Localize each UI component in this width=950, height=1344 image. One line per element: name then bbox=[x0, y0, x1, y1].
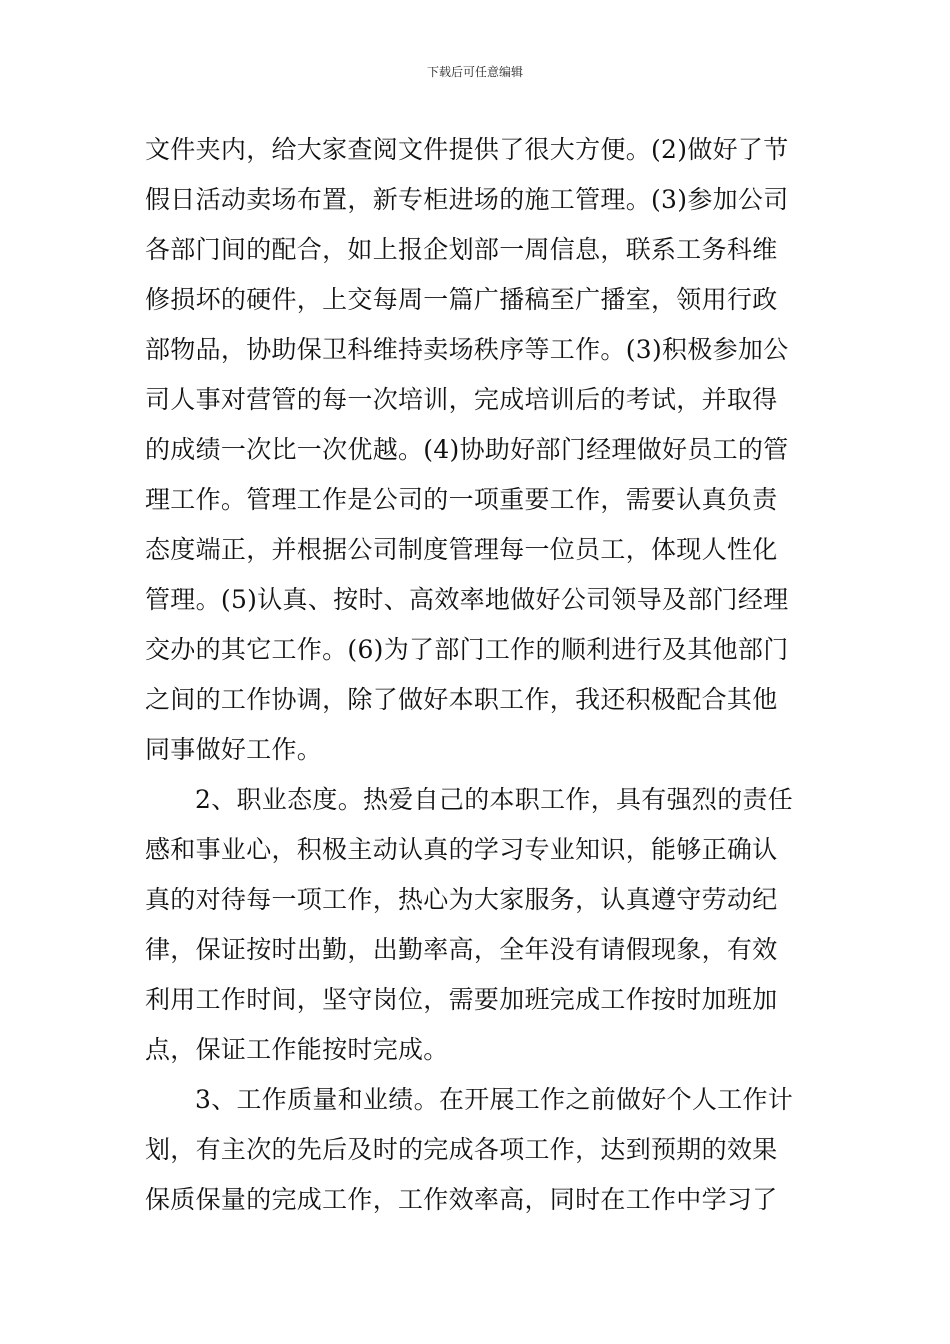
paragraph-2 bbox=[145, 775, 805, 1075]
text-line: 利用工作时间，坚守岗位，需要加班完成工作按时加班加 bbox=[145, 985, 778, 1014]
text-line: 文件夹内，给大家查阅文件提供了很大方便。(2)做好了节 bbox=[145, 135, 789, 164]
text-line: 理工作。管理工作是公司的一项重要工作，需要认真负责 bbox=[145, 485, 778, 514]
text-line: 同事做好工作。 bbox=[145, 735, 323, 764]
text-line: 之间的工作协调，除了做好本职工作，我还积极配合其他 bbox=[145, 685, 778, 714]
paragraph-1 bbox=[145, 125, 805, 775]
text-line: 交办的其它工作。(6)为了部门工作的顺利进行及其他部门 bbox=[145, 635, 789, 664]
text-line: 管理。(5)认真、按时、高效率地做好公司领导及部门经理 bbox=[145, 585, 789, 614]
text-line: 假日活动卖场布置，新专柜进场的施工管理。(3)参加公司 bbox=[145, 185, 789, 214]
text-line: 点，保证工作能按时完成。 bbox=[145, 1035, 449, 1064]
text-line: 态度端正，并根据公司制度管理每一位员工，体现人性化 bbox=[145, 535, 778, 564]
text-line: 保质保量的完成工作，工作效率高，同时在工作中学习了 bbox=[145, 1185, 778, 1214]
text-line: 司人事对营管的每一次培训，完成培训后的考试，并取得 bbox=[145, 385, 778, 414]
text-line: 真的对待每一项工作，热心为大家服务，认真遵守劳动纪 bbox=[145, 885, 778, 914]
document-body bbox=[145, 125, 805, 1225]
paragraph-3 bbox=[145, 1075, 805, 1225]
text-line: 律，保证按时出勤，出勤率高，全年没有请假现象，有效 bbox=[145, 935, 778, 964]
text-line: 感和事业心，积极主动认真的学习专业知识，能够正确认 bbox=[145, 835, 778, 864]
text-line: 部物品，协助保卫科维持卖场秩序等工作。(3)积极参加公 bbox=[145, 335, 789, 364]
text-line: 3、工作质量和业绩。在开展工作之前做好个人工作计 bbox=[195, 1085, 794, 1114]
text-line: 各部门间的配合，如上报企划部一周信息，联系工务科维 bbox=[145, 235, 778, 264]
text-line: 的成绩一次比一次优越。(4)协助好部门经理做好员工的管 bbox=[145, 435, 789, 464]
text-line: 修损坏的硬件，上交每周一篇广播稿至广播室，领用行政 bbox=[145, 285, 778, 314]
text-line: 2、职业态度。热爱自己的本职工作，具有强烈的责任 bbox=[195, 785, 794, 814]
page-header: 下载后可任意编辑 bbox=[426, 65, 523, 79]
text-line: 划，有主次的先后及时的完成各项工作，达到预期的效果 bbox=[145, 1135, 778, 1164]
